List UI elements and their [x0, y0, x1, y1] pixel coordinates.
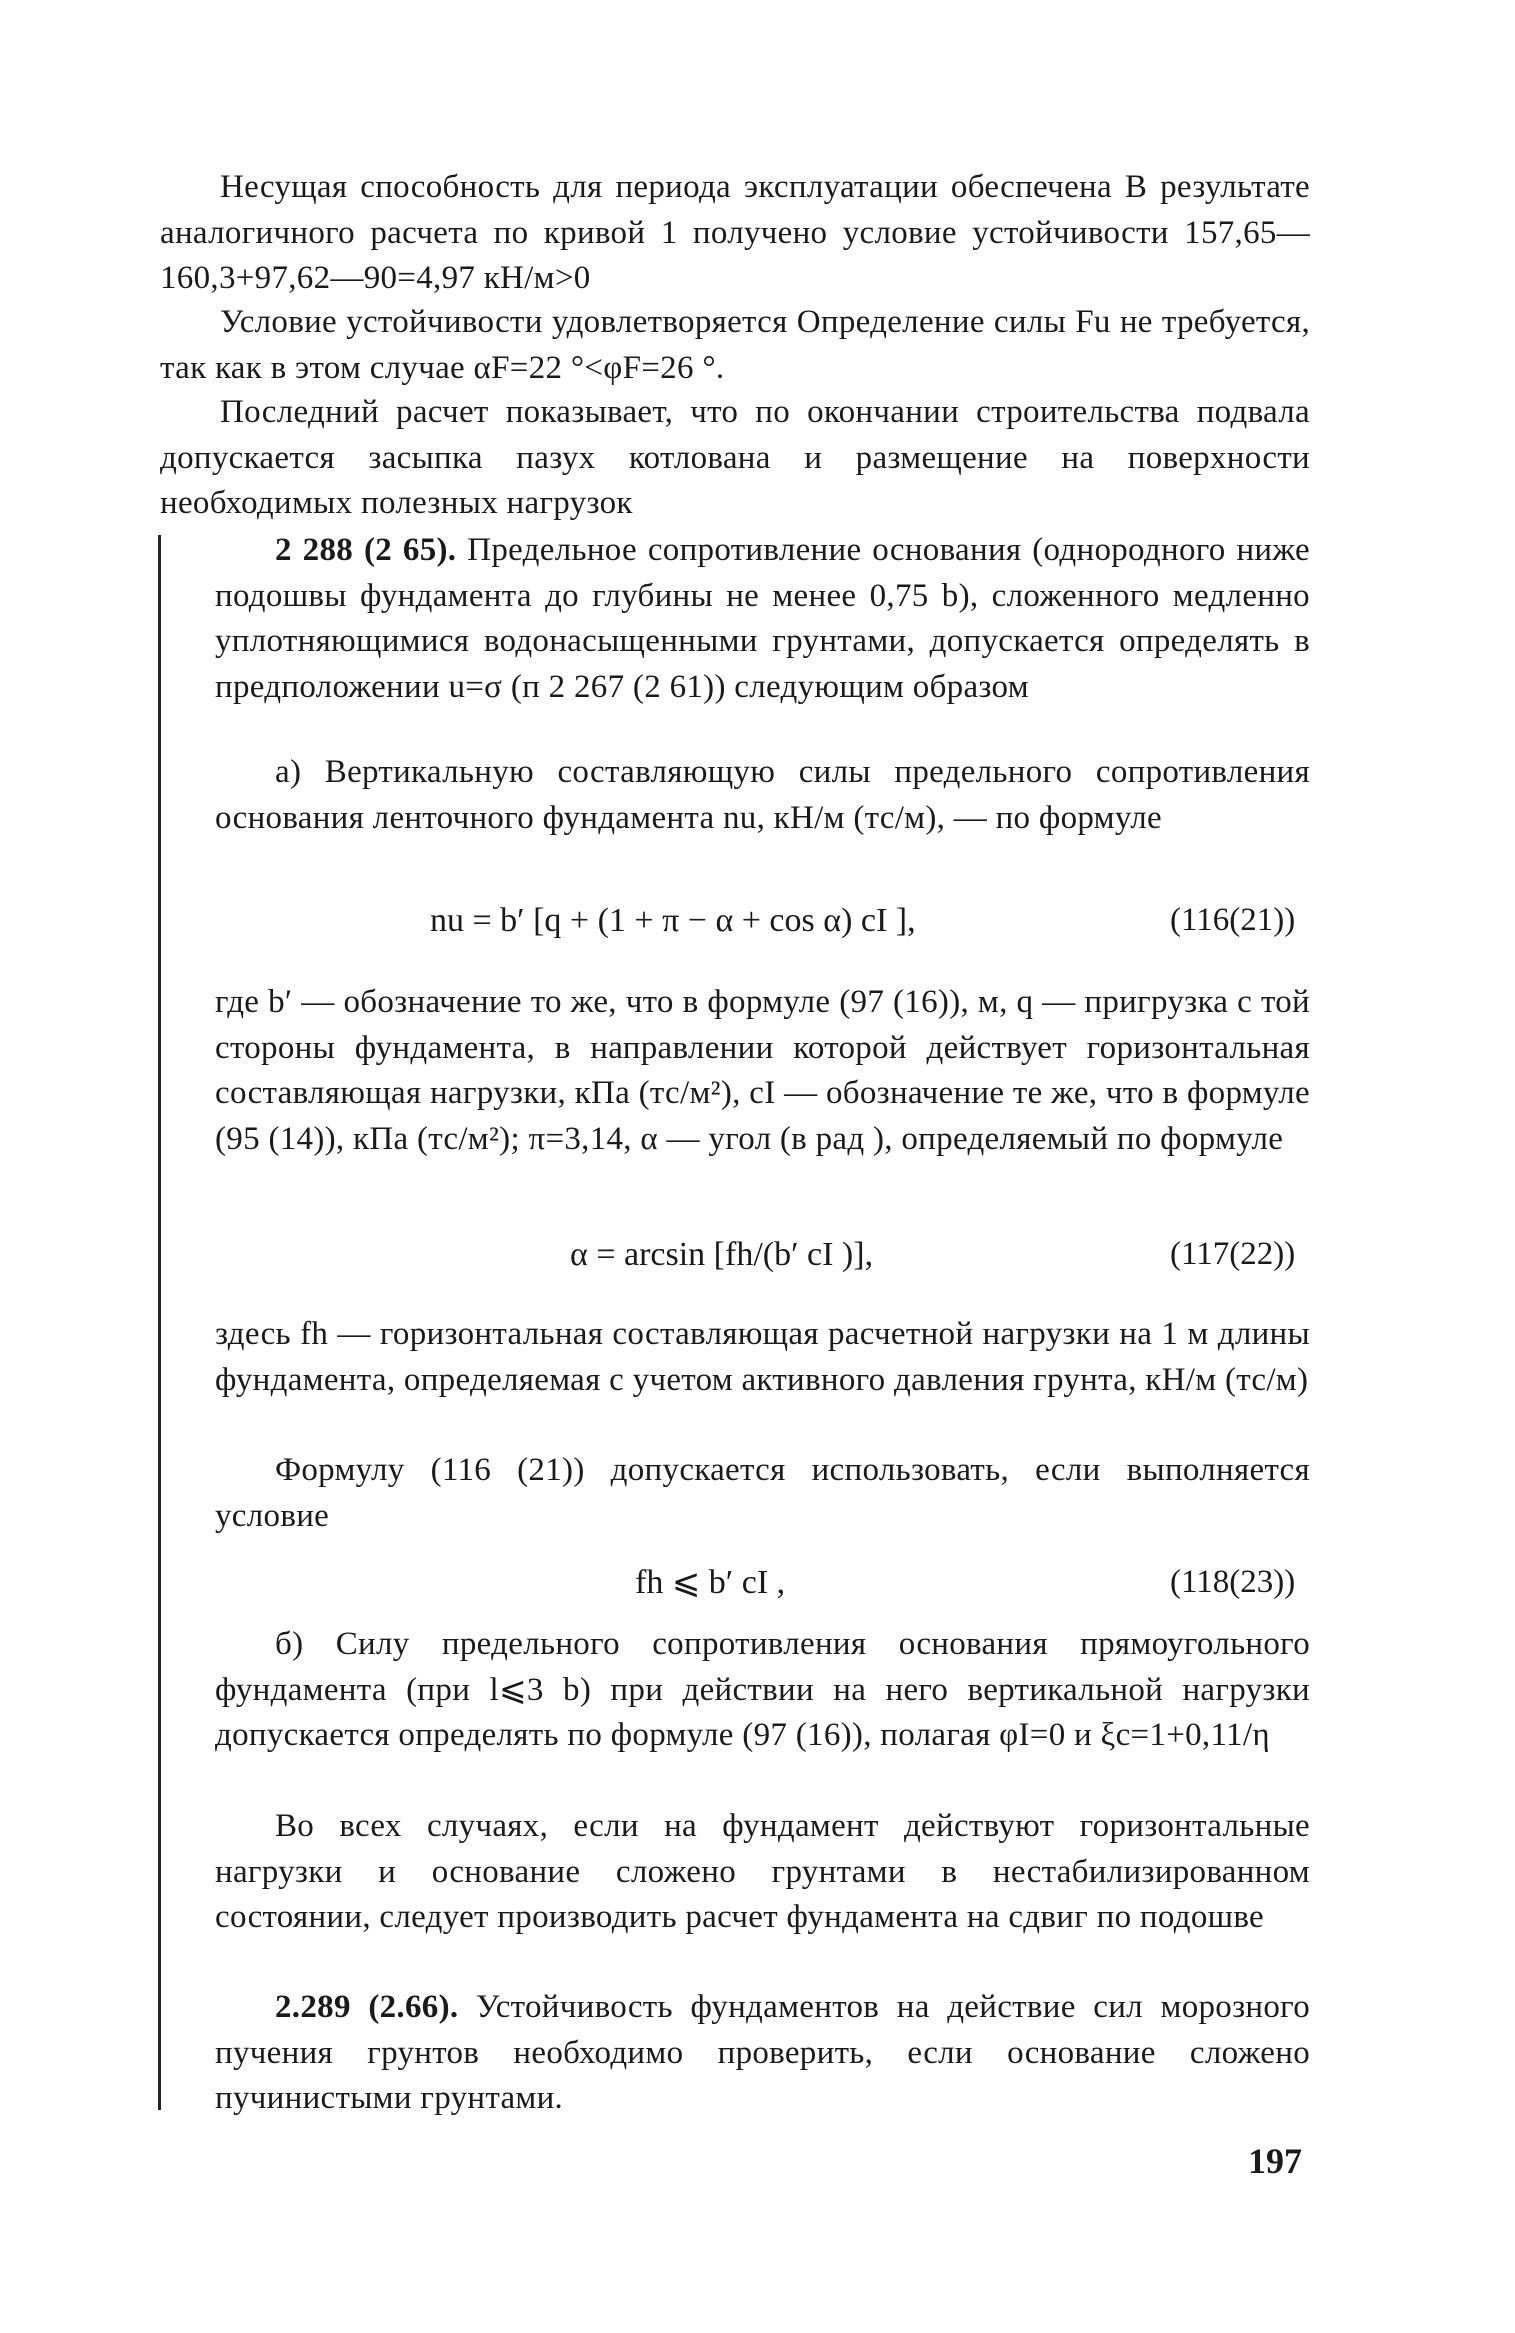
equation-number-117: (117(22)): [1170, 1236, 1296, 1272]
section-number-2-288: 2 288 (2 65).: [275, 532, 457, 568]
equation-number-118: (118(23)): [1170, 1564, 1296, 1600]
paragraph-last-calculation: Последний расчет показывает, что по окончании строительства подвала допускается засыпка пазух котлована и размещение на поверхности необходимых полезных нагрузок: [160, 394, 1310, 521]
paragraph-stability-condition: Условие устойчивости удовлетворяется Определение силы Fu не требуется, так как в этом случае αF=22 °<φF=26 °.: [160, 304, 1310, 386]
formula-118: fh ⩽ b′ cI ,: [635, 1564, 786, 1601]
paragraph-rectangular-foundation: б) Силу предельного сопротивления основания прямоугольного фундамента (при l⩽3 b) при действии на него вертикальной нагрузки допускается определять по формуле (97 (16)), полагая φI=0 и ξc=1+0,11/η: [215, 1626, 1310, 1753]
equation-number-116: (116(21)): [1170, 902, 1296, 938]
formula-117: α = arcsin [fh/(b′ cI )],: [570, 1236, 874, 1273]
page-number: 197: [1248, 2141, 1302, 2181]
paragraph-bearing-capacity: Несущая способность для периода эксплуатации обеспечена В результате аналогичного расчета по кривой 1 получено условие устойчивости 157,65—160,3+97,62—90=4,97 кН/м>0: [160, 169, 1310, 296]
section-2-288-text: Предельное сопротивление основания (однородного ниже подошвы фундамента до глубины не менее 0,75 b), сложенного медленно уплотняющимися водонасыщенными грунтами, допускается определять в предположении u=σ (п 2 267 (2 61)) следующим образом: [215, 532, 1310, 705]
section-2-289-text: Устойчивость фундаментов на действие сил морозного пучения грунтов необходимо проверить, если основание сложено пучинистыми грунтами.: [215, 1989, 1311, 2116]
section-number-2-289: 2.289 (2.66).: [275, 1989, 459, 2025]
paragraph-2-289: [215, 1985, 1310, 2122]
margin-change-bar: [158, 535, 161, 2110]
paragraph-here-fh: здесь fh — горизонтальная составляющая расчетной нагрузки на 1 м длины фундамента, определяемая с учетом активного давления грунта, кН/м (тс/м): [215, 1316, 1310, 1398]
paragraph-formula-condition: Формулу (116 (21)) допускается использовать, если выполняется условие: [215, 1452, 1310, 1534]
formula-116: nu = b′ [q + (1 + π − α + cos α) cI ],: [430, 902, 916, 939]
paragraph-all-cases: Во всех случаях, если на фундамент действуют горизонтальные нагрузки и основание сложено грунтами в нестабилизированном состоянии, следует производить расчет фундамента на сдвиг по подошве: [215, 1808, 1310, 1935]
paragraph-2-288: [215, 528, 1310, 710]
paragraph-vertical-component: а) Вертикальную составляющую силы предельного сопротивления основания ленточного фундамента nu, кН/м (тс/м), — по формуле: [215, 754, 1310, 836]
paragraph-where-b: где b′ — обозначение то же, что в формуле (97 (16)), м, q — пригрузка с той стороны фундамента, в направлении которой действует горизонтальная составляющая нагрузки, кПа (тс/м²), cI — обозначение те же, что в формуле (95 (14)), кПа (тс/м²); π=3,14, α — угол (в рад ), определяемый по формуле: [215, 984, 1310, 1157]
